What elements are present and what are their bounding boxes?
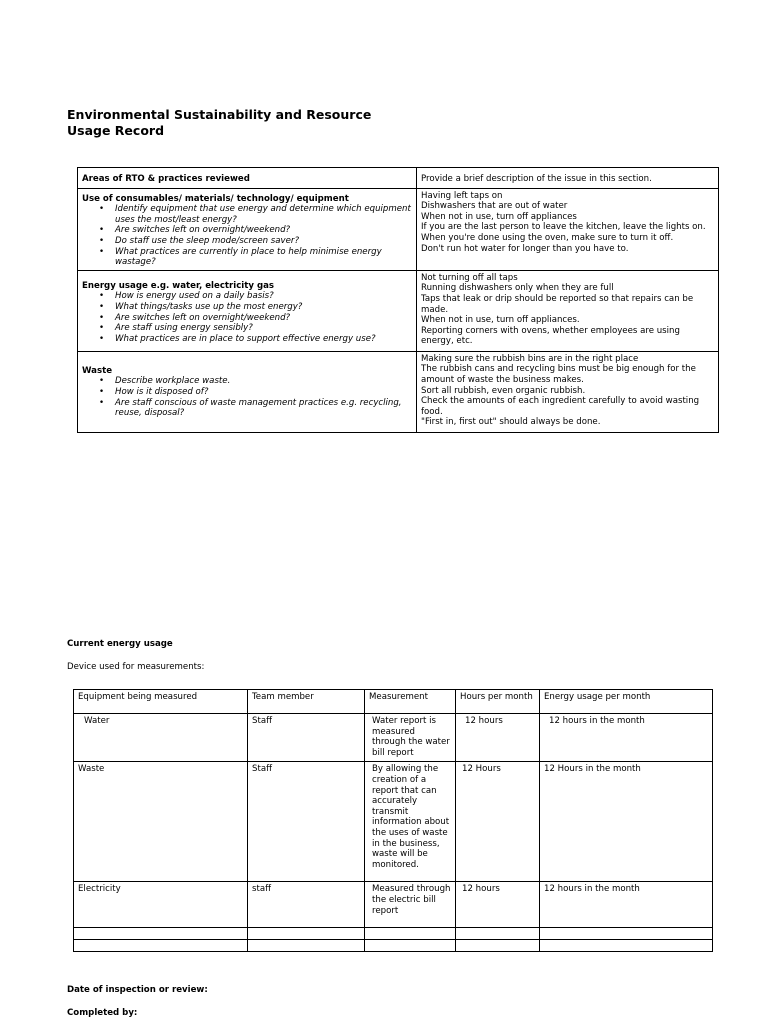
column-header-equipment: Equipment being measured: [74, 690, 248, 714]
response-line: Dishwashers that are out of water: [421, 201, 568, 212]
table-cell: staff: [248, 882, 365, 928]
section-title-energy-usage: Energy usage e.g. water, electricity gas: [82, 280, 275, 291]
response-line: Don't run hot water for longer than you have to.: [421, 243, 629, 254]
table-cell: Measured through the electric bill report: [365, 882, 456, 928]
table-row-empty: [74, 928, 713, 940]
table-row: [74, 762, 713, 882]
list-item: • Describe workplace waste.: [115, 376, 412, 387]
table-cell: Staff: [248, 714, 365, 762]
section-title-consumables: Use of consumables/ materials/ technology/ equipment: [82, 193, 349, 204]
device-used-label: Device used for measurements:: [67, 662, 205, 672]
date-of-inspection-label: Date of inspection or review:: [67, 985, 208, 995]
review-header-areas: Areas of RTO & practices reviewed: [78, 168, 417, 189]
table-cell-empty: [248, 940, 365, 952]
list-item: • Do staff use the sleep mode/screen saver?: [115, 236, 412, 247]
table-cell: Water report is measured through the water bill report: [365, 714, 456, 762]
table-cell-empty: [456, 928, 540, 940]
review-response-energy-usage: [417, 270, 719, 351]
table-cell: By allowing the creation of a report that can accurately transmit information about the uses of waste in the business, waste will be monitored.: [365, 762, 456, 882]
list-item: • Are staff conscious of waste management practices e.g. recycling, reuse, disposal?: [115, 398, 412, 419]
response-line: Having left taps on: [421, 190, 503, 201]
list-item: • What things/tasks use up the most energy?: [115, 302, 412, 313]
completed-by-label: Completed by:: [67, 1008, 138, 1018]
review-area-energy-usage: [78, 270, 417, 351]
list-item: • What practices are currently in place to help minimise energy wastage?: [115, 247, 412, 268]
review-row-waste: [78, 351, 719, 432]
table-cell: 12 hours in the month: [540, 882, 713, 928]
table-cell: 12 hours: [456, 882, 540, 928]
list-item: • Are staff using energy sensibly?: [115, 323, 412, 334]
response-line: Not turning off all taps: [421, 272, 518, 283]
review-row-consumables: [78, 188, 719, 270]
energy-table-header-row: [74, 690, 713, 714]
section-title-waste: Waste: [82, 365, 113, 376]
bullet-list-waste: [82, 376, 412, 418]
table-row: [74, 714, 713, 762]
table-cell-empty: [248, 928, 365, 940]
table-cell: Staff: [248, 762, 365, 882]
table-cell: 12 hours in the month: [540, 714, 713, 762]
table-cell: 12 hours: [456, 714, 540, 762]
table-cell-empty: [456, 940, 540, 952]
table-cell-empty: [540, 928, 713, 940]
response-line: Sort all rubbish, even organic rubbish.: [421, 385, 586, 396]
response-line: Check the amounts of each ingredient carefully to avoid wasting food.: [421, 396, 700, 417]
review-table-header-row: [78, 168, 719, 189]
list-item: • Are switches left on overnight/weekend?: [115, 225, 412, 236]
response-line: The rubbish cans and recycling bins must be big enough for the amount of waste the business makes.: [421, 364, 696, 385]
response-line: Reporting corners with ovens, whether employees are using energy, etc.: [421, 325, 680, 347]
document-title-line-2: Usage Record: [67, 123, 165, 138]
response-line: Running dishwashers only when they are full: [421, 283, 614, 294]
table-cell: 12 Hours: [456, 762, 540, 882]
list-item: • Are switches left on overnight/weekend?: [115, 313, 412, 324]
list-item: • How is it disposed of?: [115, 387, 412, 398]
review-row-energy-usage: [78, 270, 719, 351]
review-area-waste: [78, 351, 417, 432]
table-cell-empty: [365, 940, 456, 952]
table-cell: Waste: [74, 762, 248, 882]
energy-usage-table: [73, 689, 713, 952]
current-energy-heading: Current energy usage: [67, 639, 173, 649]
table-cell-empty: [74, 940, 248, 952]
list-item: • How is energy used on a daily basis?: [115, 291, 412, 302]
response-line: When not in use, turn off appliances: [421, 211, 577, 222]
review-response-consumables: [417, 188, 719, 270]
review-header-description: Provide a brief description of the issue in this section.: [417, 168, 719, 189]
document-title-line-1: Environmental Sustainability and Resource: [67, 107, 372, 122]
review-table: [77, 167, 719, 433]
response-line: "First in, first out" should always be done.: [421, 417, 601, 428]
response-line: Making sure the rubbish bins are in the right place: [421, 353, 639, 364]
review-area-consumables: [78, 188, 417, 270]
column-header-hours: Hours per month: [456, 690, 540, 714]
table-cell: Water: [74, 714, 248, 762]
table-cell-empty: [365, 928, 456, 940]
review-response-waste: [417, 351, 719, 432]
table-row-empty: [74, 940, 713, 952]
response-line: When you're done using the oven, make sure to turn it off.: [421, 232, 674, 243]
list-item: • Identify equipment that use energy and determine which equipment uses the most/least energy?: [115, 204, 412, 225]
table-cell: 12 Hours in the month: [540, 762, 713, 882]
table-cell-empty: [74, 928, 248, 940]
document-title: [67, 107, 467, 139]
list-item: • What practices are in place to support effective energy use?: [115, 334, 412, 345]
table-row: [74, 882, 713, 928]
response-line: When not in use, turn off appliances.: [421, 315, 580, 326]
bullet-list-energy-usage: [82, 291, 412, 344]
table-cell: Electricity: [74, 882, 248, 928]
column-header-team-member: Team member: [248, 690, 365, 714]
bullet-list-consumables: [82, 204, 412, 268]
column-header-measurement: Measurement: [365, 690, 456, 714]
table-cell-empty: [540, 940, 713, 952]
response-line: Taps that leak or drip should be reported so that repairs can be made.: [421, 293, 694, 315]
response-line: If you are the last person to leave the kitchen, leave the lights on.: [421, 222, 706, 233]
column-header-energy-usage: Energy usage per month: [540, 690, 713, 714]
